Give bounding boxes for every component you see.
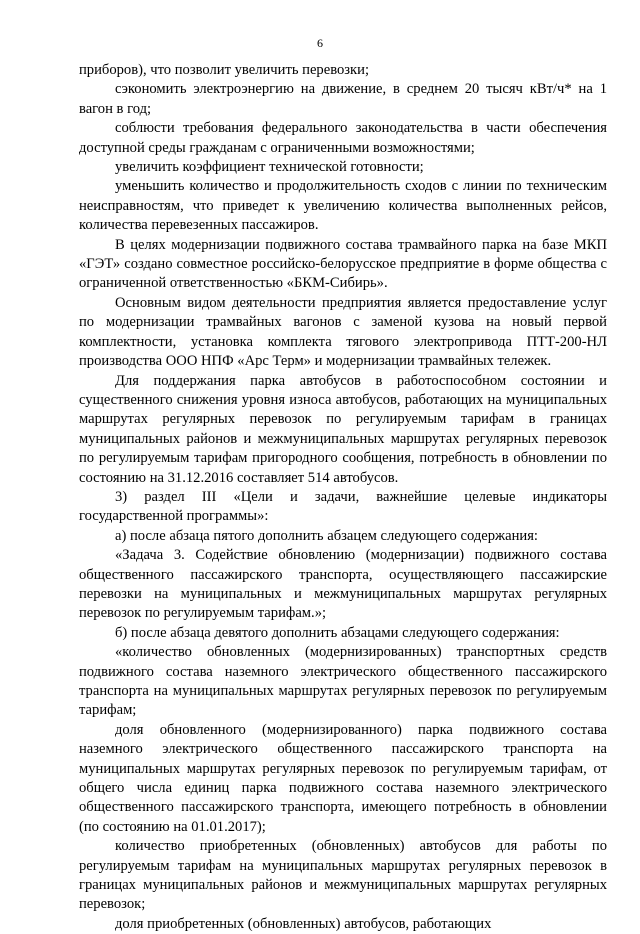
paragraph: «количество обновленных (модернизированных) транспортных средств подвижного состава наземного электрического общественного пассажирского транспорта на муниципальных маршрутах регулярных перевозок по регулируемым тарифам; xyxy=(79,644,607,719)
paragraph: доля обновленного (модернизированного) парка подвижного состава наземного электрического общественного пассажирского транспорта на муниципальных маршрутах регулярных перевозок по регулируемым тарифам, от общего числа единиц парка подвижного состава наземного электрического общественного пассажирского транспорта, имеющего потребность в обновлении (по состоянию на 01.01.2017); xyxy=(79,721,607,835)
page-number: 6 xyxy=(317,36,323,50)
paragraph: Основным видом деятельности предприятия является предоставление услуг по модернизации трамвайных вагонов с заменой кузова на новый первой комплектности, установка комплекта тягового электропривода ПТТ-200-НЛ производства ООО НПФ «Арс Терм» и модернизации трамвайных тележек. xyxy=(79,294,607,370)
paragraph: Для поддержания парка автобусов в работоспособном состоянии и существенного снижения уровня износа автобусов, работающих на муниципальных маршрутах регулярных перевозок по регулируемым тарифам в границах муниципальных районов и межмуниципальных маршрутах регулярных перевозок по регулируемым тарифам пригородного сообщения, потребность в обновлении по состоянию на 31.12.2016 составляет 514 автобусов. xyxy=(79,372,607,486)
paragraph: доля приобретенных (обновленных) автобусов, работающих xyxy=(115,915,492,932)
paragraph: уменьшить количество и продолжительность сходов с линии по техническим неисправностям, что приведет к увеличению количества выполненных рейсов, количества перевезенных пассажиров. xyxy=(79,178,607,234)
paragraph: сэкономить электроэнергию на движение, в среднем 20 тысяч кВт/ч* на 1 вагон в год; xyxy=(79,81,607,117)
paragraph: увеличить коэффициент технической готовности; xyxy=(115,159,424,176)
paragraph: а) после абзаца пятого дополнить абзацем следующего содержания: xyxy=(115,527,538,544)
document-body xyxy=(79,61,607,934)
paragraph: количество приобретенных (обновленных) автобусов для работы по регулируемым тарифам на муниципальных маршрутах регулярных перевозок в границах муниципальных районов и межмуниципальных маршрутах регулярных перевозок; xyxy=(79,838,607,913)
paragraph: «Задача 3. Содействие обновлению (модернизации) подвижного состава общественного пассажирского транспорта, осуществляющего пассажирские перевозки на муниципальных и межмуниципальных маршрутах регулярных перевозок по регулируемым тарифам.»; xyxy=(79,547,607,622)
paragraph: 3) раздел III «Цели и задачи, важнейшие целевые индикаторы государственной программы»: xyxy=(79,488,607,525)
paragraph: соблюсти требования федерального законодательства в части обеспечения доступной среды гражданам с ограниченными возможностями; xyxy=(79,120,607,156)
paragraph: б) после абзаца девятого дополнить абзацами следующего содержания: xyxy=(115,624,560,641)
paragraph: приборов), что позволит увеличить перевозки; xyxy=(79,62,370,78)
paragraph: В целях модернизации подвижного состава трамвайного парка на базе МКП «ГЭТ» создано совместное российско-белорусское предприятие в форме общества с ограниченной ответственностью «БКМ-Сибирь». xyxy=(79,236,607,292)
